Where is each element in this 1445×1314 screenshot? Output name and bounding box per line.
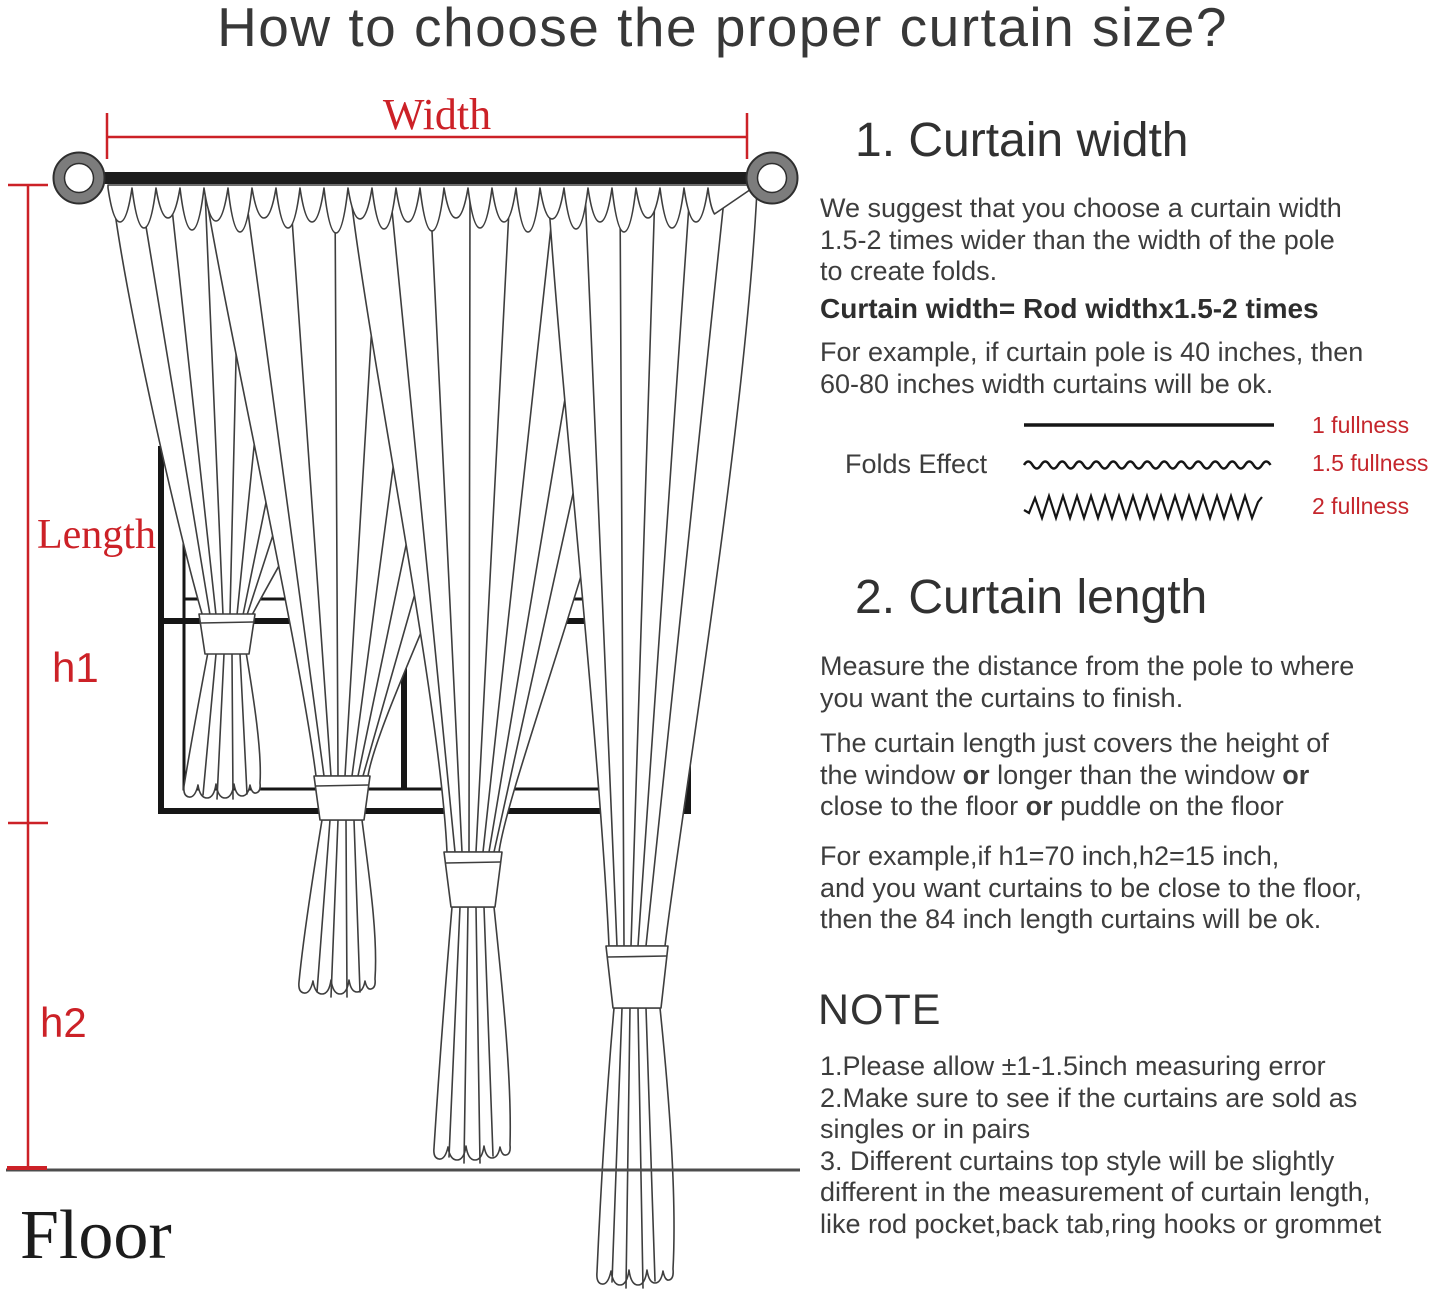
text-line: to create folds. [820, 256, 998, 286]
width-formula: Curtain width= Rod widthx1.5-2 times [820, 293, 1319, 324]
folds-row-1-fullness [1022, 407, 1445, 443]
width-intro-paragraph [820, 193, 1445, 288]
folds-row-1-5-fullness [1022, 445, 1445, 481]
note-line: 1.Please allow ±1-1.5inch measuring error [820, 1051, 1326, 1081]
text-line: For example, if curtain pole is 40 inches, then [820, 337, 1364, 367]
folds-effect-block [818, 405, 1445, 545]
length-covers-paragraph [820, 728, 1445, 823]
text-line: the window or longer than the window or [820, 759, 1310, 790]
text-line: 60-80 inches width curtains will be ok. [820, 368, 1274, 399]
length-section-heading: 2. Curtain length [855, 571, 1208, 624]
width-example-paragraph [820, 337, 1445, 400]
text-line: We suggest that you choose a curtain width [820, 193, 1342, 223]
page-title: How to choose the proper curtain size? [217, 0, 1228, 58]
length-label: Length [37, 512, 156, 558]
text-line: Measure the distance from the pole to where [820, 651, 1355, 681]
text-line: and you want curtains to be close to the floor, [820, 872, 1362, 903]
length-measure-paragraph [820, 651, 1445, 714]
finial-ring-right [747, 153, 798, 204]
fullness-label: 2 fullness [1312, 492, 1410, 519]
note-line: singles or in pairs [820, 1114, 1031, 1144]
straight-line-icon [1022, 407, 1284, 443]
text-line: you want the curtains to finish. [820, 682, 1184, 713]
finial-ring-left [54, 153, 105, 204]
h2-label: h2 [40, 999, 87, 1046]
folds-effect-label: Folds Effect [845, 449, 988, 479]
text-line: For example,if h1=70 inch,h2=15 inch, [820, 841, 1280, 871]
width-section-heading: 1. Curtain width [855, 114, 1189, 167]
folds-row-2-fullness [1022, 488, 1445, 524]
text-line: The curtain length just covers the height of [820, 728, 1329, 758]
fullness-label: 1.5 fullness [1312, 449, 1429, 476]
zigzag-line-icon [1022, 488, 1284, 524]
curtain-rod [95, 172, 757, 184]
length-example-paragraph [820, 841, 1445, 936]
text-line: close to the floor or puddle on the floor [820, 791, 1284, 821]
note-line: different in the measurement of curtain length, [820, 1177, 1371, 1207]
h1-label: h1 [52, 644, 99, 691]
fullness-label: 1 fullness [1312, 411, 1410, 438]
note-line: 2.Make sure to see if the curtains are sold as [820, 1082, 1358, 1113]
width-label: Width [382, 90, 492, 139]
note-list [820, 1051, 1445, 1240]
text-line: 1.5-2 times wider than the width of the pole [820, 224, 1335, 255]
note-line: 3. Different curtains top style will be slightly [820, 1145, 1335, 1176]
note-line: like rod pocket,back tab,ring hooks or grommet [820, 1208, 1382, 1239]
floor-label: Floor [20, 1197, 172, 1274]
note-heading: NOTE [818, 986, 942, 1034]
text-line: then the 84 inch length curtains will be ok. [820, 904, 1322, 934]
wavy-line-icon [1022, 445, 1284, 481]
